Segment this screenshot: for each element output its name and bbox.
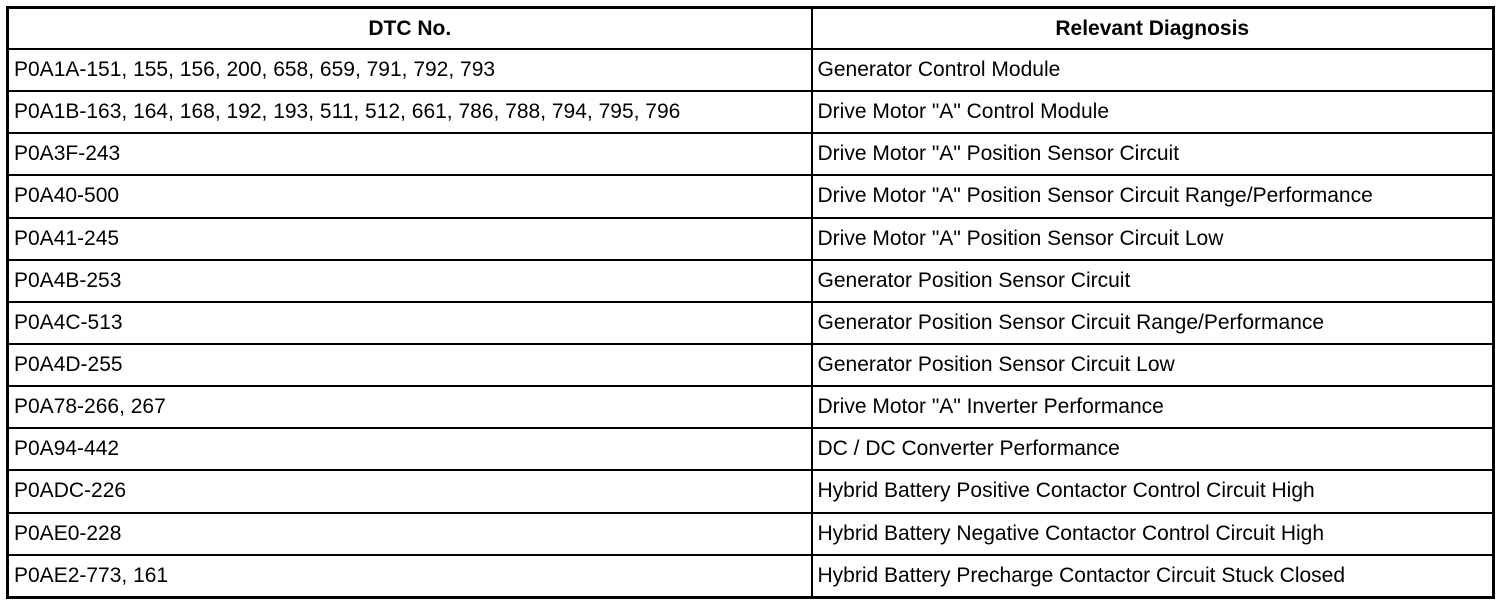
dtc-cell: P0A3F-243 — [8, 133, 812, 175]
dtc-cell: P0A41-245 — [8, 218, 812, 260]
dtc-cell: P0AE2-773, 161 — [8, 555, 812, 598]
dtc-cell: P0A78-266, 267 — [8, 386, 812, 428]
diagnosis-cell: DC / DC Converter Performance — [812, 428, 1494, 470]
table-row — [8, 49, 1494, 91]
table-row — [8, 428, 1494, 470]
table-row — [8, 344, 1494, 386]
dtc-table — [6, 6, 1495, 599]
diagnosis-cell: Drive Motor "A" Position Sensor Circuit Low — [812, 218, 1494, 260]
header-row — [8, 8, 1494, 50]
diagnosis-cell: Hybrid Battery Precharge Contactor Circuit Stuck Closed — [812, 555, 1494, 598]
diagnosis-cell: Drive Motor "A" Control Module — [812, 91, 1494, 133]
diagnosis-column-header: Relevant Diagnosis — [812, 8, 1494, 50]
diagnosis-cell: Drive Motor "A" Position Sensor Circuit Range/Performance — [812, 175, 1494, 217]
dtc-cell: P0A4C-513 — [8, 302, 812, 344]
table-row — [8, 302, 1494, 344]
dtc-cell: P0A94-442 — [8, 428, 812, 470]
table-row — [8, 175, 1494, 217]
dtc-cell: P0A1A-151, 155, 156, 200, 658, 659, 791, 792, 793 — [8, 49, 812, 91]
diagnosis-cell: Generator Position Sensor Circuit — [812, 260, 1494, 302]
table-row — [8, 260, 1494, 302]
diagnosis-cell: Hybrid Battery Negative Contactor Control Circuit High — [812, 513, 1494, 555]
table-row — [8, 133, 1494, 175]
dtc-column-header: DTC No. — [8, 8, 812, 50]
table-row — [8, 218, 1494, 260]
dtc-cell: P0AE0-228 — [8, 513, 812, 555]
diagnosis-cell: Drive Motor "A" Inverter Performance — [812, 386, 1494, 428]
diagnosis-cell: Generator Position Sensor Circuit Range/Performance — [812, 302, 1494, 344]
diagnosis-cell: Generator Control Module — [812, 49, 1494, 91]
dtc-cell: P0A1B-163, 164, 168, 192, 193, 511, 512, 661, 786, 788, 794, 795, 796 — [8, 91, 812, 133]
diagnosis-cell: Hybrid Battery Positive Contactor Control Circuit High — [812, 470, 1494, 512]
table-row — [8, 91, 1494, 133]
dtc-cell: P0A4D-255 — [8, 344, 812, 386]
table-row — [8, 386, 1494, 428]
dtc-cell: P0A40-500 — [8, 175, 812, 217]
diagnosis-cell: Drive Motor "A" Position Sensor Circuit — [812, 133, 1494, 175]
dtc-cell: P0A4B-253 — [8, 260, 812, 302]
diagnosis-cell: Generator Position Sensor Circuit Low — [812, 344, 1494, 386]
table-row — [8, 513, 1494, 555]
table-row — [8, 555, 1494, 598]
dtc-cell: P0ADC-226 — [8, 470, 812, 512]
table-header — [8, 8, 1494, 50]
table-row — [8, 470, 1494, 512]
table-body — [8, 49, 1494, 598]
